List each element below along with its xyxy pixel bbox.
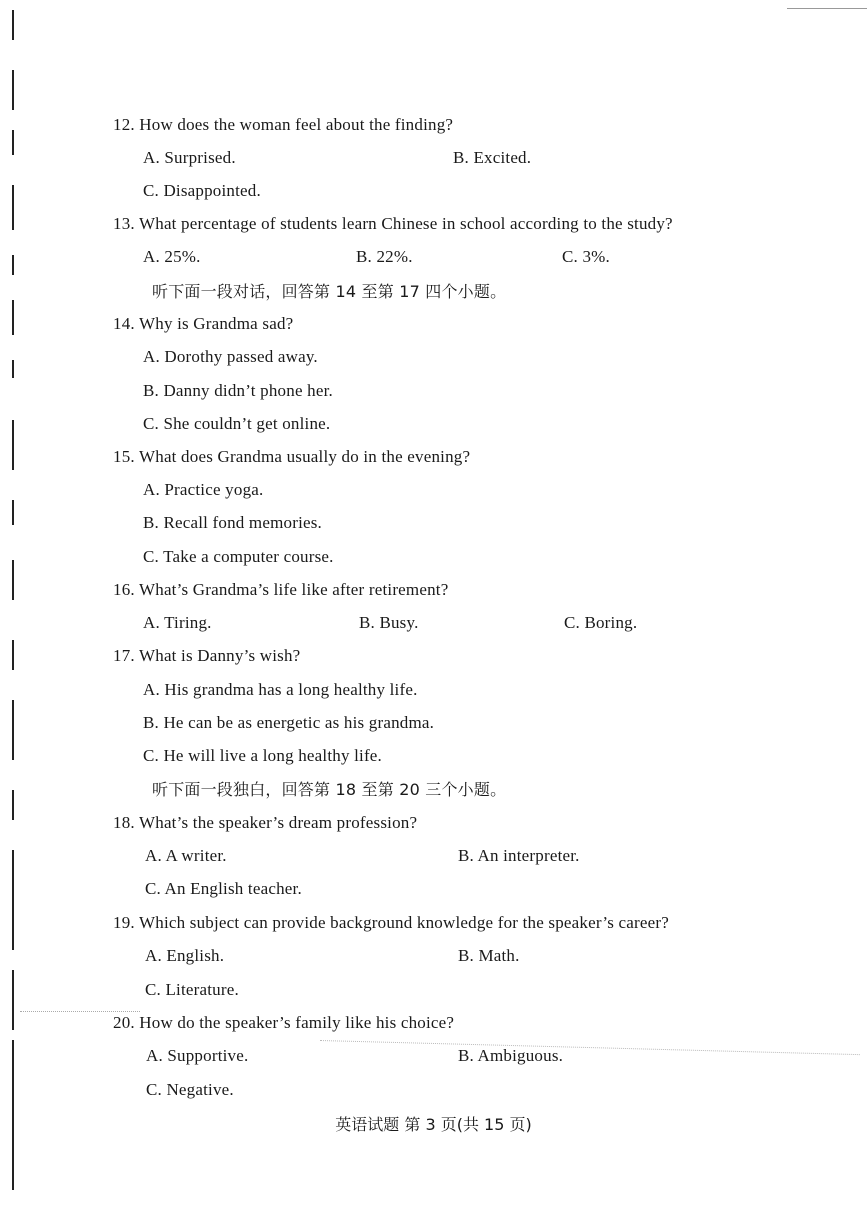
question-17-option-a: A. His grandma has a long healthy life. bbox=[143, 680, 418, 699]
question-14-option-a: A. Dorothy passed away. bbox=[143, 347, 318, 366]
question-19-option-a: A. English. bbox=[145, 946, 225, 965]
question-18-option-b: B. An interpreter. bbox=[458, 846, 580, 865]
question-15-stem: 15. What does Grandma usually do in the evening? bbox=[113, 447, 471, 466]
question-13-stem: 13. What percentage of students learn Chinese in school according to the study? bbox=[113, 214, 673, 233]
question-19-option-b: B. Math. bbox=[458, 946, 520, 965]
question-19-stem: 19. Which subject can provide background knowledge for the speaker’s career? bbox=[113, 913, 669, 932]
question-16-option-c: C. Boring. bbox=[564, 613, 638, 632]
question-14-option-b: B. Danny didn’t phone her. bbox=[143, 381, 333, 400]
question-16-stem: 16. What’s Grandma’s life like after retirement? bbox=[113, 580, 449, 599]
question-18-option-c: C. An English teacher. bbox=[145, 879, 302, 898]
question-17-option-c: C. He will live a long healthy life. bbox=[143, 746, 383, 765]
question-18-stem: 18. What’s the speaker’s dream profession? bbox=[113, 813, 418, 832]
binding-edge bbox=[12, 0, 18, 1200]
question-19-option-c: C. Literature. bbox=[145, 980, 239, 999]
question-17-stem: 17. What is Danny’s wish? bbox=[113, 646, 301, 665]
question-12-stem: 12. How does the woman feel about the finding? bbox=[113, 115, 454, 134]
question-15-option-c: C. Take a computer course. bbox=[143, 547, 334, 566]
question-12-option-b: B. Excited. bbox=[453, 148, 532, 167]
question-20-option-a: A. Supportive. bbox=[146, 1046, 249, 1065]
question-12-option-c: C. Disappointed. bbox=[143, 181, 261, 200]
question-13-option-b: B. 22%. bbox=[356, 247, 413, 266]
question-15-option-a: A. Practice yoga. bbox=[143, 480, 264, 499]
question-18-option-a: A. A writer. bbox=[145, 846, 227, 865]
page-footer: 英语试题 第 3 页(共 15 页) bbox=[335, 1115, 532, 1134]
question-12-option-a: A. Surprised. bbox=[143, 148, 236, 167]
question-20-option-c: C. Negative. bbox=[146, 1080, 234, 1099]
question-16-option-a: A. Tiring. bbox=[143, 613, 212, 632]
fold-line bbox=[320, 1040, 860, 1055]
question-17-option-b: B. He can be as energetic as his grandma. bbox=[143, 713, 435, 732]
section-instruction: 听下面一段独白，回答第 18 至第 20 三个小题。 bbox=[152, 780, 507, 799]
top-rule bbox=[787, 8, 867, 9]
question-13-option-c: C. 3%. bbox=[562, 247, 610, 266]
question-14-stem: 14. Why is Grandma sad? bbox=[113, 314, 294, 333]
question-16-option-b: B. Busy. bbox=[359, 613, 419, 632]
question-20-option-b: B. Ambiguous. bbox=[458, 1046, 564, 1065]
question-20-stem: 20. How do the speaker’s family like his choice? bbox=[113, 1013, 455, 1032]
question-14-option-c: C. She couldn’t get online. bbox=[143, 414, 331, 433]
question-15-option-b: B. Recall fond memories. bbox=[143, 513, 323, 532]
section-instruction: 听下面一段对话，回答第 14 至第 17 四个小题。 bbox=[152, 282, 507, 301]
question-13-option-a: A. 25%. bbox=[143, 247, 201, 266]
